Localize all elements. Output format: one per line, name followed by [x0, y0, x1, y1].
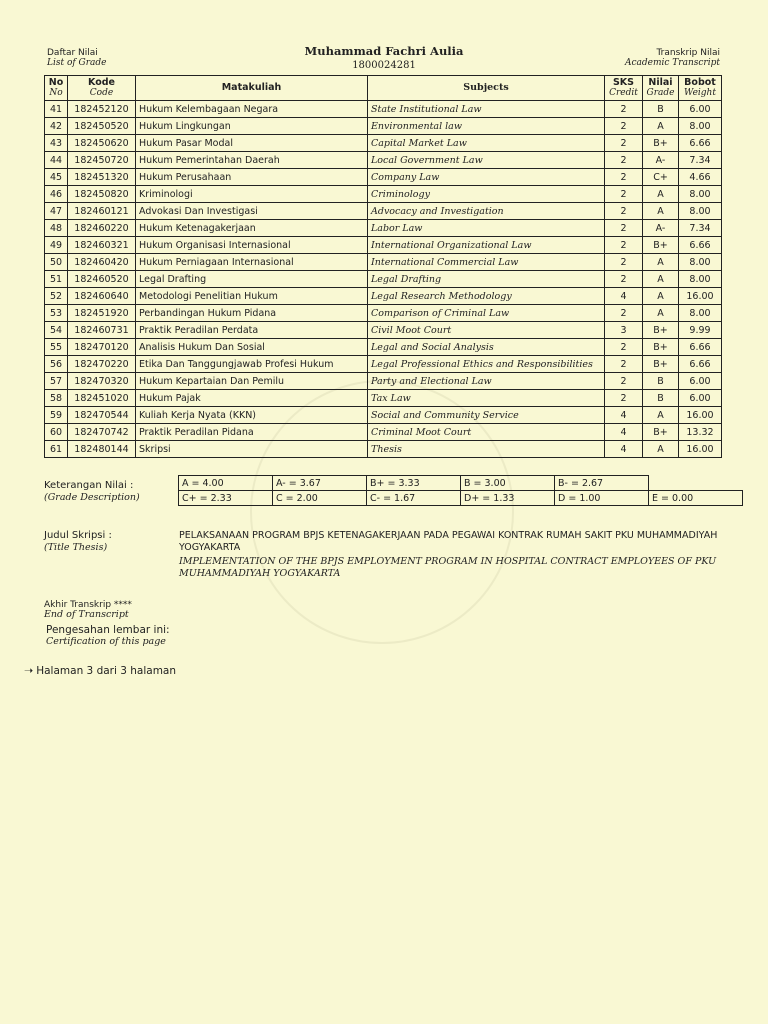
end-of-transcript-en: End of Transcript	[44, 609, 129, 620]
row-grade: A	[643, 288, 679, 305]
row-subject: Local Government Law	[368, 152, 605, 169]
table-row	[45, 356, 722, 373]
row-subject: International Commercial Law	[368, 254, 605, 271]
row-grade: A-	[643, 220, 679, 237]
thesis-title-label	[44, 530, 112, 554]
row-code: 182480144	[68, 441, 136, 458]
row-course: Advokasi Dan Investigasi	[136, 203, 368, 220]
academic-transcript-id: Transkrip Nilai	[656, 48, 720, 58]
row-weight: 8.00	[679, 305, 722, 322]
grade-description-id: Keterangan Nilai :	[44, 480, 134, 491]
row-grade: B	[643, 101, 679, 118]
grade-scale-row	[179, 476, 743, 491]
certification-en: Certification of this page	[46, 636, 166, 647]
row-course: Hukum Organisasi Internasional	[136, 237, 368, 254]
table-row	[45, 407, 722, 424]
row-grade: B	[643, 390, 679, 407]
row-subject: State Institutional Law	[368, 101, 605, 118]
thesis-label-id: Judul Skripsi :	[44, 530, 112, 541]
grade-scale-cell: B- = 2.67	[555, 476, 649, 491]
row-no: 52	[45, 288, 68, 305]
table-row	[45, 373, 722, 390]
list-of-grade-id: Daftar Nilai	[47, 48, 98, 58]
student-name: Muhammad Fachri Aulia	[304, 44, 464, 58]
table-row	[45, 271, 722, 288]
table-row	[45, 101, 722, 118]
table-row	[45, 339, 722, 356]
row-sks: 2	[605, 186, 643, 203]
row-subject: Legal and Social Analysis	[368, 339, 605, 356]
row-grade: B+	[643, 135, 679, 152]
row-weight: 6.66	[679, 339, 722, 356]
col-course: Matakuliah	[136, 76, 368, 101]
thesis-title-en: IMPLEMENTATION OF THE BPJS EMPLOYMENT PROGRAM IN HOSPITAL CONTRACT EMPLOYEES OF PKU MUHAMMADIYAH YOGYAKARTA	[179, 556, 717, 579]
row-no: 55	[45, 339, 68, 356]
row-code: 182470320	[68, 373, 136, 390]
row-sks: 4	[605, 424, 643, 441]
academic-transcript-en: Academic Transcript	[625, 58, 720, 68]
row-no: 58	[45, 390, 68, 407]
row-no: 60	[45, 424, 68, 441]
row-sks: 4	[605, 441, 643, 458]
row-weight: 13.32	[679, 424, 722, 441]
row-sks: 2	[605, 152, 643, 169]
row-weight: 6.00	[679, 373, 722, 390]
row-course: Etika Dan Tanggungjawab Profesi Hukum	[136, 356, 368, 373]
row-no: 48	[45, 220, 68, 237]
row-weight: 6.66	[679, 356, 722, 373]
row-sks: 2	[605, 220, 643, 237]
grade-scale-table	[178, 475, 743, 506]
row-no: 44	[45, 152, 68, 169]
row-course: Analisis Hukum Dan Sosial	[136, 339, 368, 356]
row-course: Hukum Perniagaan Internasional	[136, 254, 368, 271]
row-no: 56	[45, 356, 68, 373]
row-sks: 2	[605, 373, 643, 390]
row-weight: 8.00	[679, 118, 722, 135]
row-weight: 8.00	[679, 271, 722, 288]
row-sks: 2	[605, 135, 643, 152]
row-subject: Social and Community Service	[368, 407, 605, 424]
row-subject: Legal Research Methodology	[368, 288, 605, 305]
end-of-transcript	[44, 600, 132, 620]
row-no: 45	[45, 169, 68, 186]
row-weight: 16.00	[679, 288, 722, 305]
col-sks: SKS Credit	[605, 76, 643, 101]
row-weight: 4.66	[679, 169, 722, 186]
table-row	[45, 288, 722, 305]
table-row	[45, 118, 722, 135]
row-grade: B+	[643, 237, 679, 254]
row-course: Perbandingan Hukum Pidana	[136, 305, 368, 322]
table-row	[45, 169, 722, 186]
row-no: 49	[45, 237, 68, 254]
row-code: 182460321	[68, 237, 136, 254]
row-grade: A	[643, 186, 679, 203]
row-weight: 6.00	[679, 390, 722, 407]
grades-table	[44, 75, 722, 458]
row-no: 51	[45, 271, 68, 288]
row-course: Hukum Pajak	[136, 390, 368, 407]
row-no: 42	[45, 118, 68, 135]
row-course: Praktik Peradilan Pidana	[136, 424, 368, 441]
row-code: 182470544	[68, 407, 136, 424]
col-grade: Nilai Grade	[643, 76, 679, 101]
row-course: Hukum Kelembagaan Negara	[136, 101, 368, 118]
row-grade: A	[643, 305, 679, 322]
row-sks: 2	[605, 101, 643, 118]
row-course: Hukum Kepartaian Dan Pemilu	[136, 373, 368, 390]
grade-scale-cell: C+ = 2.33	[179, 491, 273, 506]
page-indicator	[24, 664, 176, 677]
table-row	[45, 390, 722, 407]
grade-description-label	[44, 480, 140, 504]
row-code: 182460640	[68, 288, 136, 305]
row-weight: 8.00	[679, 186, 722, 203]
col-no: No No	[45, 76, 68, 101]
row-sks: 2	[605, 169, 643, 186]
row-code: 182451020	[68, 390, 136, 407]
row-grade: A	[643, 203, 679, 220]
row-sks: 2	[605, 390, 643, 407]
row-course: Hukum Perusahaan	[136, 169, 368, 186]
thesis-title-id: PELAKSANAAN PROGRAM BPJS KETENAGAKERJAAN PADA PEGAWAI KONTRAK RUMAH SAKIT PKU MUHAMMADIYAH YOGYAKARTA	[179, 530, 718, 553]
row-code: 182450620	[68, 135, 136, 152]
student-id: 1800024281	[352, 60, 416, 71]
grade-scale-cell: A = 4.00	[179, 476, 273, 491]
grade-scale-row	[179, 491, 743, 506]
row-sks: 2	[605, 203, 643, 220]
grade-scale-cell: C- = 1.67	[367, 491, 461, 506]
row-no: 53	[45, 305, 68, 322]
row-code: 182460220	[68, 220, 136, 237]
row-grade: A	[643, 407, 679, 424]
row-code: 182460520	[68, 271, 136, 288]
row-no: 50	[45, 254, 68, 271]
table-row	[45, 322, 722, 339]
row-sks: 2	[605, 254, 643, 271]
table-row	[45, 424, 722, 441]
row-grade: A	[643, 254, 679, 271]
row-course: Praktik Peradilan Perdata	[136, 322, 368, 339]
row-grade: A	[643, 441, 679, 458]
row-sks: 2	[605, 339, 643, 356]
table-row	[45, 441, 722, 458]
row-code: 182451320	[68, 169, 136, 186]
row-subject: Party and Electional Law	[368, 373, 605, 390]
row-code: 182460731	[68, 322, 136, 339]
row-subject: Legal Drafting	[368, 271, 605, 288]
row-code: 182460121	[68, 203, 136, 220]
grade-scale-cell: E = 0.00	[649, 491, 743, 506]
row-no: 41	[45, 101, 68, 118]
table-row	[45, 305, 722, 322]
table-row	[45, 220, 722, 237]
row-code: 182470742	[68, 424, 136, 441]
row-subject: Labor Law	[368, 220, 605, 237]
row-code: 182460420	[68, 254, 136, 271]
row-subject: International Organizational Law	[368, 237, 605, 254]
row-code: 182470220	[68, 356, 136, 373]
row-course: Hukum Pemerintahan Daerah	[136, 152, 368, 169]
row-no: 59	[45, 407, 68, 424]
row-subject: Company Law	[368, 169, 605, 186]
list-of-grade-en: List of Grade	[47, 58, 107, 68]
row-course: Kuliah Kerja Nyata (KKN)	[136, 407, 368, 424]
table-row	[45, 237, 722, 254]
row-subject: Legal Professional Ethics and Responsibilities	[368, 356, 605, 373]
page-indicator-text: Halaman 3 dari 3 halaman	[36, 664, 177, 677]
row-weight: 7.34	[679, 220, 722, 237]
row-no: 57	[45, 373, 68, 390]
row-code: 182450720	[68, 152, 136, 169]
row-sks: 4	[605, 288, 643, 305]
academic-transcript-label	[625, 48, 720, 68]
row-sks: 2	[605, 237, 643, 254]
row-grade: A-	[643, 152, 679, 169]
row-subject: Comparison of Criminal Law	[368, 305, 605, 322]
grade-scale-cell: D+ = 1.33	[461, 491, 555, 506]
certification-id: Pengesahan lembar ini:	[46, 624, 170, 636]
row-subject: Civil Moot Court	[368, 322, 605, 339]
row-grade: B+	[643, 356, 679, 373]
row-subject: Advocacy and Investigation	[368, 203, 605, 220]
arrow-icon: ➝	[24, 664, 34, 677]
row-code: 182470120	[68, 339, 136, 356]
row-sks: 4	[605, 407, 643, 424]
row-code: 182451920	[68, 305, 136, 322]
row-subject: Criminal Moot Court	[368, 424, 605, 441]
grade-scale-cell: B = 3.00	[461, 476, 555, 491]
row-weight: 6.66	[679, 135, 722, 152]
row-weight: 16.00	[679, 407, 722, 424]
row-subject: Capital Market Law	[368, 135, 605, 152]
row-grade: B+	[643, 339, 679, 356]
row-course: Hukum Lingkungan	[136, 118, 368, 135]
col-subjects: Subjects	[368, 76, 605, 101]
row-grade: B	[643, 373, 679, 390]
grade-scale-cell: C = 2.00	[273, 491, 367, 506]
row-weight: 6.00	[679, 101, 722, 118]
row-code: 182450520	[68, 118, 136, 135]
row-no: 47	[45, 203, 68, 220]
row-no: 43	[45, 135, 68, 152]
table-row	[45, 203, 722, 220]
row-weight: 9.99	[679, 322, 722, 339]
row-course: Hukum Pasar Modal	[136, 135, 368, 152]
table-row	[45, 152, 722, 169]
row-sks: 2	[605, 271, 643, 288]
row-sks: 3	[605, 322, 643, 339]
row-sks: 2	[605, 305, 643, 322]
row-code: 182450820	[68, 186, 136, 203]
row-no: 54	[45, 322, 68, 339]
certification-label	[46, 624, 170, 648]
row-weight: 16.00	[679, 441, 722, 458]
row-subject: Thesis	[368, 441, 605, 458]
row-code: 182452120	[68, 101, 136, 118]
grade-scale-cell: D = 1.00	[555, 491, 649, 506]
grade-scale-cell	[649, 476, 743, 491]
table-row	[45, 254, 722, 271]
row-course: Skripsi	[136, 441, 368, 458]
grade-scale-cell: A- = 3.67	[273, 476, 367, 491]
row-subject: Tax Law	[368, 390, 605, 407]
thesis-title	[179, 530, 719, 580]
col-code: Kode Code	[68, 76, 136, 101]
row-subject: Environmental law	[368, 118, 605, 135]
row-grade: A	[643, 118, 679, 135]
row-weight: 7.34	[679, 152, 722, 169]
row-course: Legal Drafting	[136, 271, 368, 288]
grade-description-en: (Grade Description)	[44, 492, 140, 503]
row-weight: 8.00	[679, 254, 722, 271]
row-no: 46	[45, 186, 68, 203]
row-weight: 6.66	[679, 237, 722, 254]
row-no: 61	[45, 441, 68, 458]
row-grade: B+	[643, 322, 679, 339]
thesis-label-en: (Title Thesis)	[44, 542, 108, 553]
row-course: Kriminologi	[136, 186, 368, 203]
row-grade: A	[643, 271, 679, 288]
grades-table-header	[45, 76, 722, 101]
grade-scale-cell: B+ = 3.33	[367, 476, 461, 491]
row-sks: 2	[605, 356, 643, 373]
row-subject: Criminology	[368, 186, 605, 203]
row-grade: C+	[643, 169, 679, 186]
row-course: Hukum Ketenagakerjaan	[136, 220, 368, 237]
row-sks: 2	[605, 118, 643, 135]
row-course: Metodologi Penelitian Hukum	[136, 288, 368, 305]
table-row	[45, 135, 722, 152]
row-grade: B+	[643, 424, 679, 441]
col-weight: Bobot Weight	[679, 76, 722, 101]
table-row	[45, 186, 722, 203]
end-of-transcript-id: Akhir Transkrip ****	[44, 600, 132, 610]
row-weight: 8.00	[679, 203, 722, 220]
